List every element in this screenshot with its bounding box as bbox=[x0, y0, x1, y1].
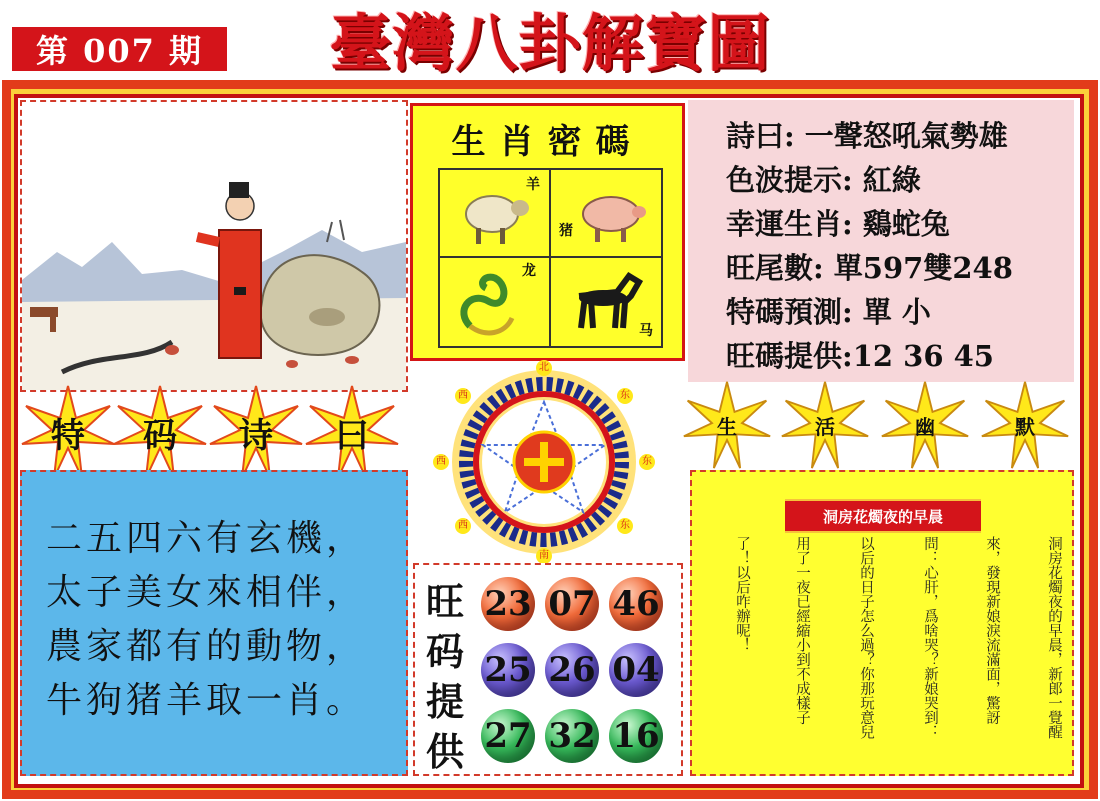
star-badge bbox=[304, 384, 400, 480]
number-ball: 16 bbox=[609, 709, 663, 763]
compass-label-sw: 西 bbox=[455, 518, 471, 534]
number-ball: 46 bbox=[609, 577, 663, 631]
tail-numbers: 旺尾數: 單597雙248 bbox=[726, 251, 1013, 285]
zodiac-label: 龙 bbox=[522, 263, 536, 279]
zodiac-cell-dragon bbox=[440, 258, 551, 346]
page-title: 臺灣八卦解寶圖 bbox=[329, 6, 771, 80]
hot-numbers: 旺碼提供:12 36 45 bbox=[726, 339, 994, 373]
horse-icon bbox=[567, 266, 647, 336]
zodiac-cell-pig bbox=[551, 170, 662, 258]
star-label: 活 bbox=[815, 414, 835, 439]
humor-story-panel bbox=[690, 470, 1074, 776]
star-label: 默 bbox=[1015, 414, 1035, 439]
story-column: 了！以后咋辦呢！ bbox=[734, 536, 750, 652]
poem-line: 農家都有的動物， bbox=[46, 626, 367, 667]
zodiac-cell-sheep bbox=[440, 170, 551, 258]
star-badge bbox=[682, 380, 772, 470]
star-label: 码 bbox=[143, 415, 177, 456]
poem-line: 牛狗猪羊取一肖。 bbox=[46, 680, 367, 721]
story-column: 洞房花燭夜的早晨，新郎一覺醒 bbox=[1046, 536, 1062, 739]
number-ball: 04 bbox=[609, 643, 663, 697]
zodiac-grid bbox=[438, 168, 663, 348]
star-badge bbox=[980, 380, 1070, 470]
compass-label-s: 南 bbox=[536, 548, 552, 564]
zodiac-label: 羊 bbox=[526, 177, 540, 193]
dragon-icon bbox=[450, 266, 530, 346]
story-column: 以后的日子怎么過？你那玩意兒 bbox=[858, 536, 874, 739]
compass-label-w: 西 bbox=[433, 454, 449, 470]
star-label: 诗 bbox=[239, 415, 273, 456]
compass-label-nw: 西 bbox=[455, 388, 471, 404]
story-column: 問：心肝，爲啥哭？新娘哭到： bbox=[922, 536, 938, 739]
poem-hint: 詩曰: 一聲怒吼氣勢雄 bbox=[726, 119, 1008, 153]
zodiac-code-panel bbox=[410, 103, 685, 361]
info-panel bbox=[688, 100, 1074, 382]
star-badge bbox=[880, 380, 970, 470]
number-ball: 07 bbox=[545, 577, 599, 631]
star-badge bbox=[20, 384, 116, 480]
zodiac-label: 马 bbox=[639, 323, 653, 339]
story-column: 用了一夜已經縮小到不成樣子 bbox=[794, 536, 810, 725]
star-label: 生 bbox=[717, 414, 737, 439]
issue-badge: 第 007 期 bbox=[12, 27, 227, 71]
star-badge bbox=[208, 384, 304, 480]
compass-label-se: 东 bbox=[617, 518, 633, 534]
bagua-compass bbox=[433, 360, 655, 565]
number-ball: 23 bbox=[481, 577, 535, 631]
compass-label-ne: 东 bbox=[617, 388, 633, 404]
sheep-icon bbox=[454, 182, 534, 252]
poem-panel bbox=[20, 470, 408, 776]
star-badge bbox=[780, 380, 870, 470]
star-label: 幽 bbox=[915, 414, 935, 439]
zodiac-title: 生肖密碼 bbox=[451, 122, 644, 162]
special-prediction: 特碼預測: 單 小 bbox=[726, 295, 931, 329]
number-ball: 25 bbox=[481, 643, 535, 697]
pig-icon bbox=[571, 180, 651, 250]
lucky-zodiac: 幸運生肖: 鷄蛇兔 bbox=[726, 207, 950, 241]
poem-line: 太子美女來相伴， bbox=[46, 572, 367, 613]
story-title: 洞房花燭夜的早晨 bbox=[785, 499, 981, 533]
hot-numbers-label: 旺码提供 bbox=[425, 579, 464, 774]
illustration-panel bbox=[20, 100, 408, 392]
zodiac-label: 猪 bbox=[559, 223, 573, 239]
story-column: 來，發現新娘淚流滿面，驚訝 bbox=[984, 536, 1000, 725]
compass-label-n: 北 bbox=[536, 360, 552, 376]
star-badge bbox=[112, 384, 208, 480]
poem-line: 二五四六有玄機， bbox=[46, 518, 367, 559]
number-ball: 32 bbox=[545, 709, 599, 763]
zodiac-cell-horse bbox=[551, 258, 662, 346]
number-ball: 26 bbox=[545, 643, 599, 697]
hot-numbers-panel bbox=[413, 563, 683, 776]
scholar-landscape-illustration bbox=[22, 102, 406, 390]
compass-label-e: 东 bbox=[639, 454, 655, 470]
star-label: 曰 bbox=[335, 415, 369, 456]
number-ball: 27 bbox=[481, 709, 535, 763]
color-hint: 色波提示: 紅綠 bbox=[726, 163, 921, 197]
star-label: 特 bbox=[51, 415, 85, 456]
